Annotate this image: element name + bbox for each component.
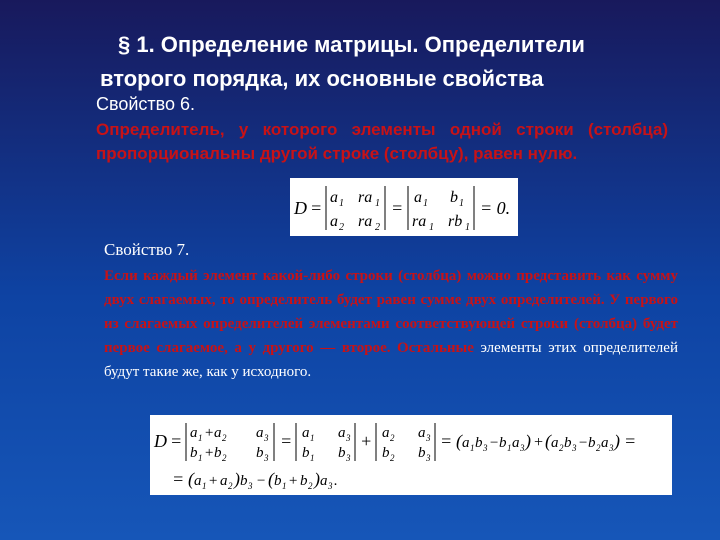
- svg-text:2: 2: [390, 453, 395, 463]
- svg-text:1: 1: [465, 222, 470, 233]
- svg-text:−: −: [489, 435, 500, 451]
- svg-text:+: +: [288, 473, 299, 489]
- svg-text:rb: rb: [448, 213, 463, 230]
- svg-text:=: =: [170, 431, 183, 451]
- svg-text:2: 2: [222, 453, 227, 463]
- property7-text: [104, 264, 678, 384]
- svg-text:+: +: [208, 473, 219, 489]
- svg-text:.: .: [334, 473, 338, 489]
- svg-text:b: b: [475, 435, 483, 451]
- svg-text:b: b: [588, 435, 596, 451]
- svg-text:a: a: [190, 425, 198, 441]
- svg-text:a: a: [382, 425, 390, 441]
- svg-text:=: =: [624, 431, 637, 451]
- svg-text:1: 1: [375, 198, 380, 209]
- slide-title-line2: второго порядка, их основные свойства: [100, 66, 544, 91]
- svg-text:2: 2: [596, 443, 601, 453]
- svg-text:a: a: [338, 425, 346, 441]
- svg-text:b: b: [300, 473, 308, 489]
- svg-text:2: 2: [228, 481, 233, 491]
- svg-text:2: 2: [559, 443, 564, 453]
- svg-text:1: 1: [310, 433, 315, 443]
- svg-text:b: b: [240, 473, 248, 489]
- svg-text:1: 1: [339, 198, 344, 209]
- property7-text-red: Если каждый элемент какой-либо строки (столбца) можно представить как сумму двух слагаемых, то определитель будет равен сумме двух определителей. У первого из слагаемых определителей элементами соответствующей строки (столбца) будет первое слагаемое, а у другого — второе. Остальные: [104, 268, 678, 356]
- svg-text:a: a: [330, 213, 338, 230]
- svg-text:b: b: [499, 435, 507, 451]
- svg-text:a: a: [256, 425, 264, 441]
- svg-text:1: 1: [202, 481, 207, 491]
- svg-text:ra: ra: [412, 213, 427, 230]
- property7-label: Свойство 7.: [104, 240, 190, 259]
- svg-text:−: −: [256, 473, 267, 489]
- svg-text:(: (: [268, 469, 274, 489]
- svg-text:a: a: [601, 435, 609, 451]
- svg-text:b: b: [450, 189, 458, 206]
- svg-text:): ): [314, 469, 320, 489]
- property7-text-tail: элементы этих определителей будут такие же, как у исходного.: [104, 340, 678, 380]
- svg-text:b: b: [338, 445, 346, 461]
- svg-text:2: 2: [375, 222, 380, 233]
- svg-text:3: 3: [572, 443, 577, 453]
- svg-text:a: a: [462, 435, 470, 451]
- svg-text:): ): [614, 431, 620, 451]
- svg-text:a: a: [302, 425, 310, 441]
- svg-text:ra: ra: [358, 189, 373, 206]
- property6-text: Определитель, у которого элементы одной строки (столбца) пропорциональны другой строке (столбцу), равен нулю.: [96, 120, 668, 163]
- svg-text:(: (: [545, 431, 551, 451]
- svg-text:=: =: [280, 431, 293, 451]
- svg-text:3: 3: [346, 433, 351, 443]
- svg-text:a: a: [418, 425, 426, 441]
- svg-text:a: a: [214, 425, 222, 441]
- svg-text:): ): [234, 469, 240, 489]
- svg-text:=: =: [391, 198, 404, 218]
- svg-text:a: a: [330, 189, 338, 206]
- svg-text:1: 1: [507, 443, 512, 453]
- svg-text:3: 3: [346, 453, 351, 463]
- svg-text:2: 2: [339, 222, 344, 233]
- svg-text:3: 3: [426, 433, 431, 443]
- svg-text:2: 2: [390, 433, 395, 443]
- svg-text:3: 3: [483, 443, 488, 453]
- svg-text:(: (: [188, 469, 194, 489]
- svg-text:3: 3: [264, 453, 269, 463]
- svg-text:b: b: [256, 445, 264, 461]
- svg-text:=: =: [440, 431, 453, 451]
- determinant-formula-1: [290, 178, 518, 236]
- svg-text:b: b: [382, 445, 390, 461]
- svg-text:3: 3: [328, 481, 333, 491]
- svg-text:D: D: [154, 431, 167, 451]
- svg-text:b: b: [274, 473, 282, 489]
- svg-text:D: D: [294, 198, 307, 218]
- svg-text:a: a: [551, 435, 559, 451]
- svg-text:= 0.: = 0.: [480, 198, 511, 218]
- property7-formula: [150, 415, 672, 495]
- svg-text:1: 1: [459, 198, 464, 209]
- svg-text:b: b: [214, 445, 222, 461]
- svg-text:): ): [525, 431, 531, 451]
- svg-text:a: a: [414, 189, 422, 206]
- svg-text:+: +: [204, 445, 215, 461]
- svg-text:2: 2: [308, 481, 313, 491]
- svg-text:=: =: [172, 469, 185, 489]
- svg-text:+: +: [533, 434, 544, 451]
- svg-text:−: −: [578, 435, 589, 451]
- property6-label: Свойство 6.: [96, 94, 196, 114]
- svg-text:3: 3: [264, 433, 269, 443]
- svg-text:1: 1: [470, 443, 475, 453]
- svg-text:ra: ra: [358, 213, 373, 230]
- svg-text:3: 3: [520, 443, 525, 453]
- slide-title-line1: § 1. Определение матрицы. Определители: [118, 32, 585, 57]
- property6-formula: [290, 178, 518, 236]
- svg-text:(: (: [456, 431, 462, 451]
- svg-text:b: b: [302, 445, 310, 461]
- svg-text:a: a: [194, 473, 202, 489]
- svg-text:1: 1: [282, 481, 287, 491]
- svg-text:3: 3: [609, 443, 614, 453]
- svg-text:b: b: [190, 445, 198, 461]
- svg-text:+: +: [360, 431, 373, 451]
- svg-text:3: 3: [426, 453, 431, 463]
- svg-text:2: 2: [222, 433, 227, 443]
- svg-text:a: a: [320, 473, 328, 489]
- determinant-formula-2: [150, 415, 672, 495]
- svg-text:b: b: [564, 435, 572, 451]
- svg-text:+: +: [204, 425, 215, 441]
- svg-text:=: =: [310, 198, 323, 218]
- svg-text:a: a: [512, 435, 520, 451]
- svg-text:1: 1: [198, 433, 203, 443]
- svg-text:1: 1: [423, 198, 428, 209]
- svg-text:1: 1: [310, 453, 315, 463]
- svg-text:1: 1: [429, 222, 434, 233]
- svg-text:3: 3: [248, 481, 253, 491]
- slide-title: [100, 28, 660, 96]
- svg-text:1: 1: [198, 453, 203, 463]
- svg-text:a: a: [220, 473, 228, 489]
- svg-text:b: b: [418, 445, 426, 461]
